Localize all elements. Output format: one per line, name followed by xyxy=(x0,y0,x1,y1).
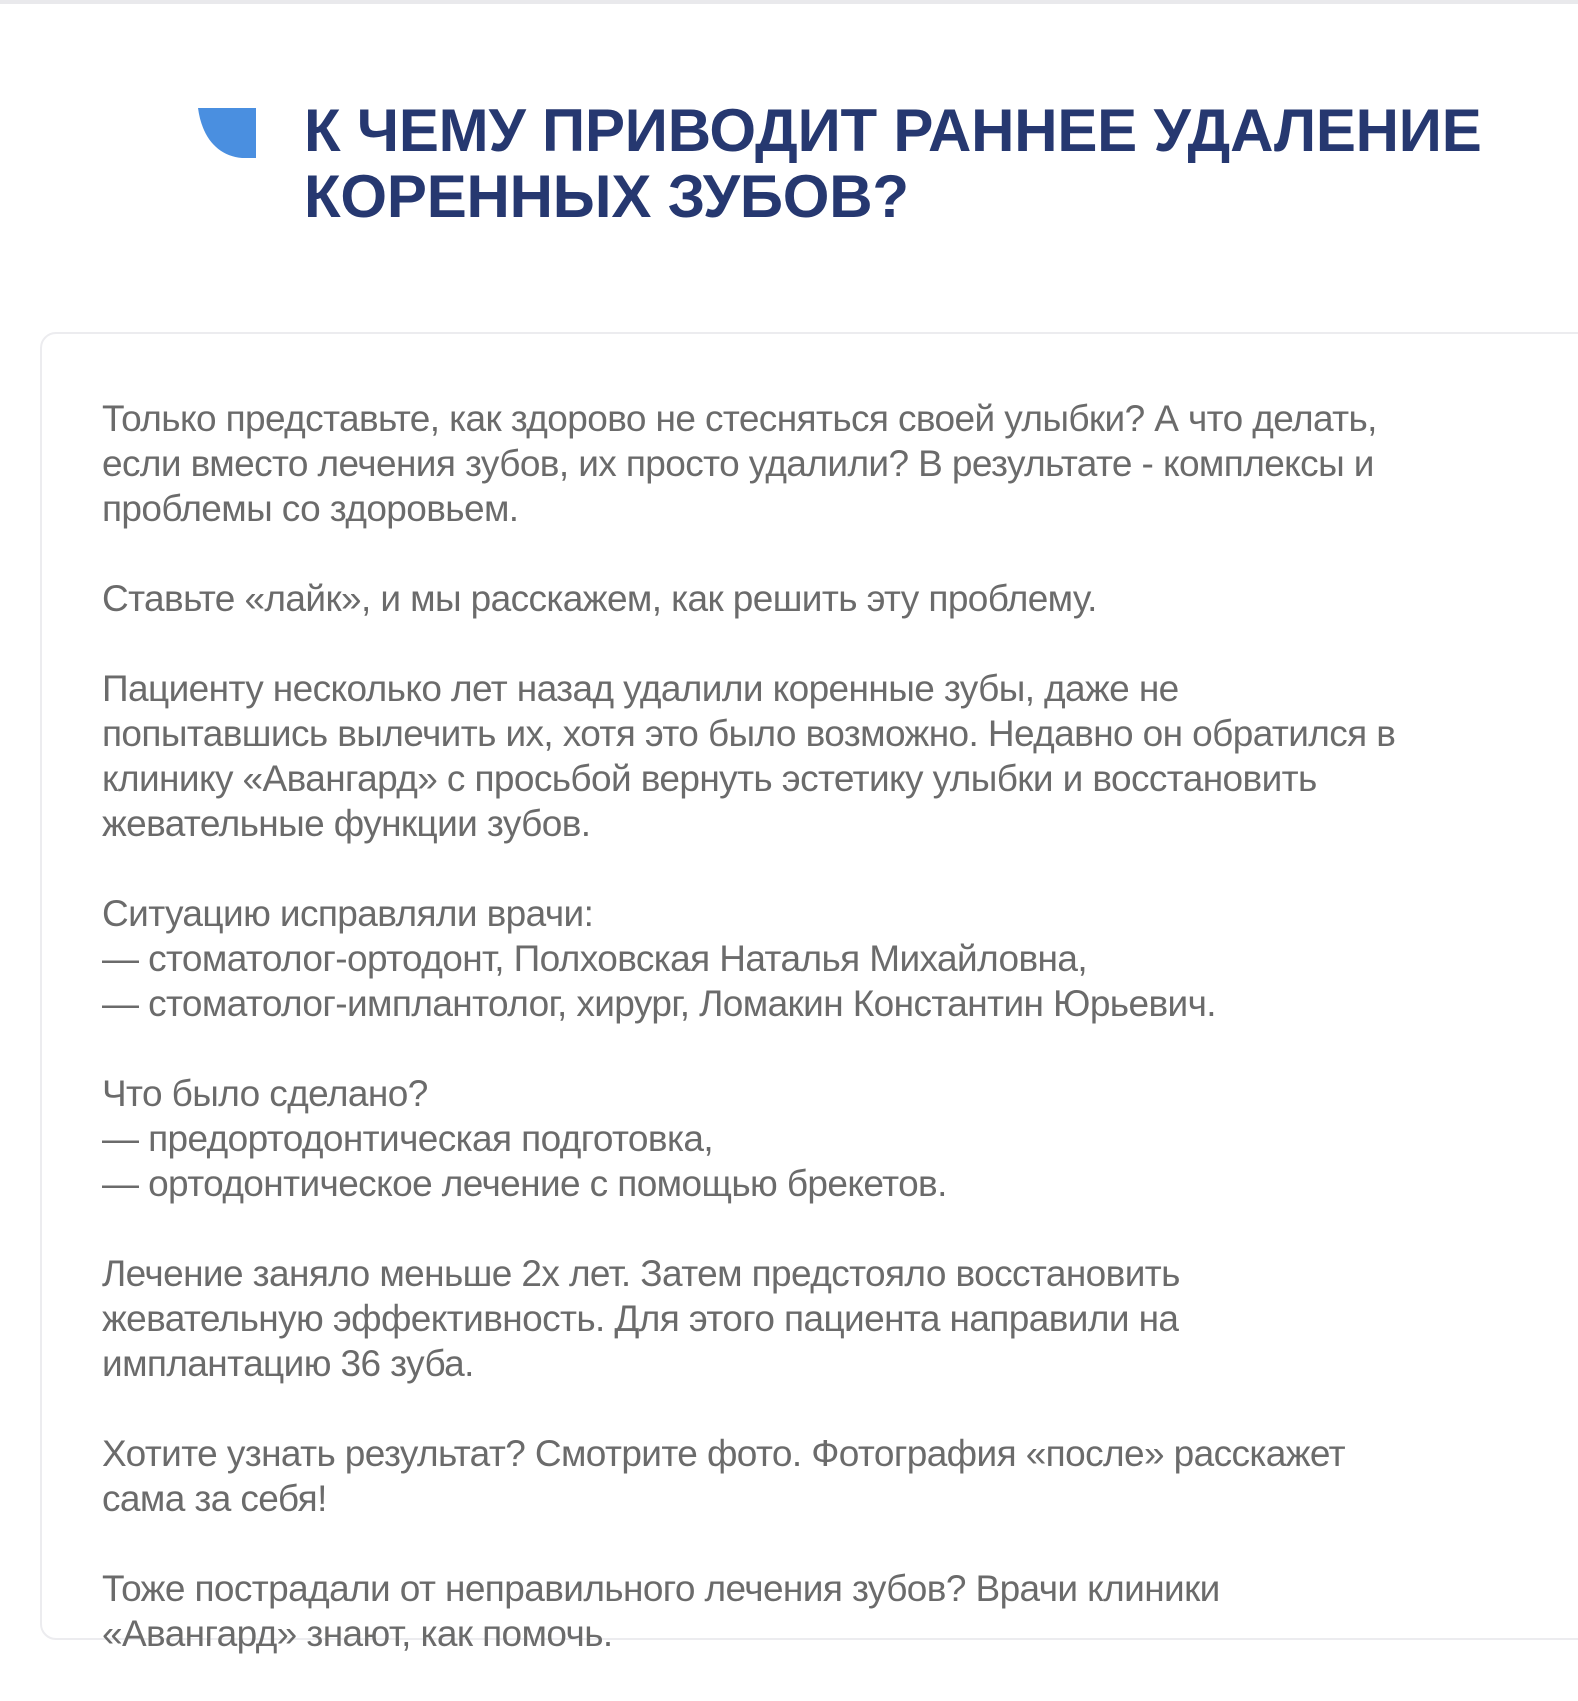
page-title-line-2: КОРЕННЫХ ЗУБОВ? xyxy=(304,163,909,230)
paragraph-line: Ситуацию исправляли врачи: xyxy=(102,893,594,934)
article-paragraph xyxy=(102,1251,1562,1386)
paragraph-line: Только представьте, как здорово не стесняться своей улыбки? А что делать, xyxy=(102,398,1377,439)
article-body xyxy=(102,396,1562,1701)
paragraph-line: имплантацию 36 зуба. xyxy=(102,1343,474,1384)
paragraph-line: жевательную эффективность. Для этого пациента направили на xyxy=(102,1298,1179,1339)
paragraph-line: сама за себя! xyxy=(102,1478,327,1519)
paragraph-line: — стоматолог-имплантолог, хирург, Ломакин Константин Юрьевич. xyxy=(102,983,1216,1024)
paragraph-line: «Авангард» знают, как помочь. xyxy=(102,1613,613,1654)
article-paragraph xyxy=(102,666,1562,846)
paragraph-line: Хотите узнать результат? Смотрите фото. Фотография «после» расскажет xyxy=(102,1433,1345,1474)
paragraph-line: клинику «Авангард» с просьбой вернуть эстетику улыбки и восстановить xyxy=(102,758,1317,799)
paragraph-line: если вместо лечения зубов, их просто удалили? В результате - комплексы и xyxy=(102,443,1374,484)
top-divider xyxy=(0,0,1578,4)
paragraph-line: — предортодонтическая подготовка, xyxy=(102,1118,714,1159)
paragraph-line: проблемы со здоровьем. xyxy=(102,488,519,529)
page-title-line-1: К ЧЕМУ ПРИВОДИТ РАННЕЕ УДАЛЕНИЕ xyxy=(304,97,1482,164)
article-paragraph xyxy=(102,891,1562,1026)
paragraph-line: Что было сделано? xyxy=(102,1073,428,1114)
article-paragraph xyxy=(102,1431,1562,1521)
page-title xyxy=(304,98,1544,230)
paragraph-line: Лечение заняло меньше 2х лет. Затем предстояло восстановить xyxy=(102,1253,1180,1294)
paragraph-line: Тоже пострадали от неправильного лечения зубов? Врачи клиники xyxy=(102,1568,1220,1609)
heading-accent-icon xyxy=(198,108,256,158)
paragraph-line: жевательные функции зубов. xyxy=(102,803,591,844)
article-paragraph xyxy=(102,1071,1562,1206)
paragraph-line: попытавшись вылечить их, хотя это было возможно. Недавно он обратился в xyxy=(102,713,1396,754)
article-paragraph xyxy=(102,1566,1562,1656)
article-paragraph xyxy=(102,396,1562,531)
paragraph-line: Пациенту несколько лет назад удалили коренные зубы, даже не xyxy=(102,668,1179,709)
paragraph-line: — стоматолог-ортодонт, Полховская Наталья Михайловна, xyxy=(102,938,1087,979)
paragraph-line: Ставьте «лайк», и мы расскажем, как решить эту проблему. xyxy=(102,578,1097,619)
paragraph-line: — ортодонтическое лечение с помощью брекетов. xyxy=(102,1163,947,1204)
article-card xyxy=(40,332,1578,1654)
article-paragraph xyxy=(102,576,1562,621)
